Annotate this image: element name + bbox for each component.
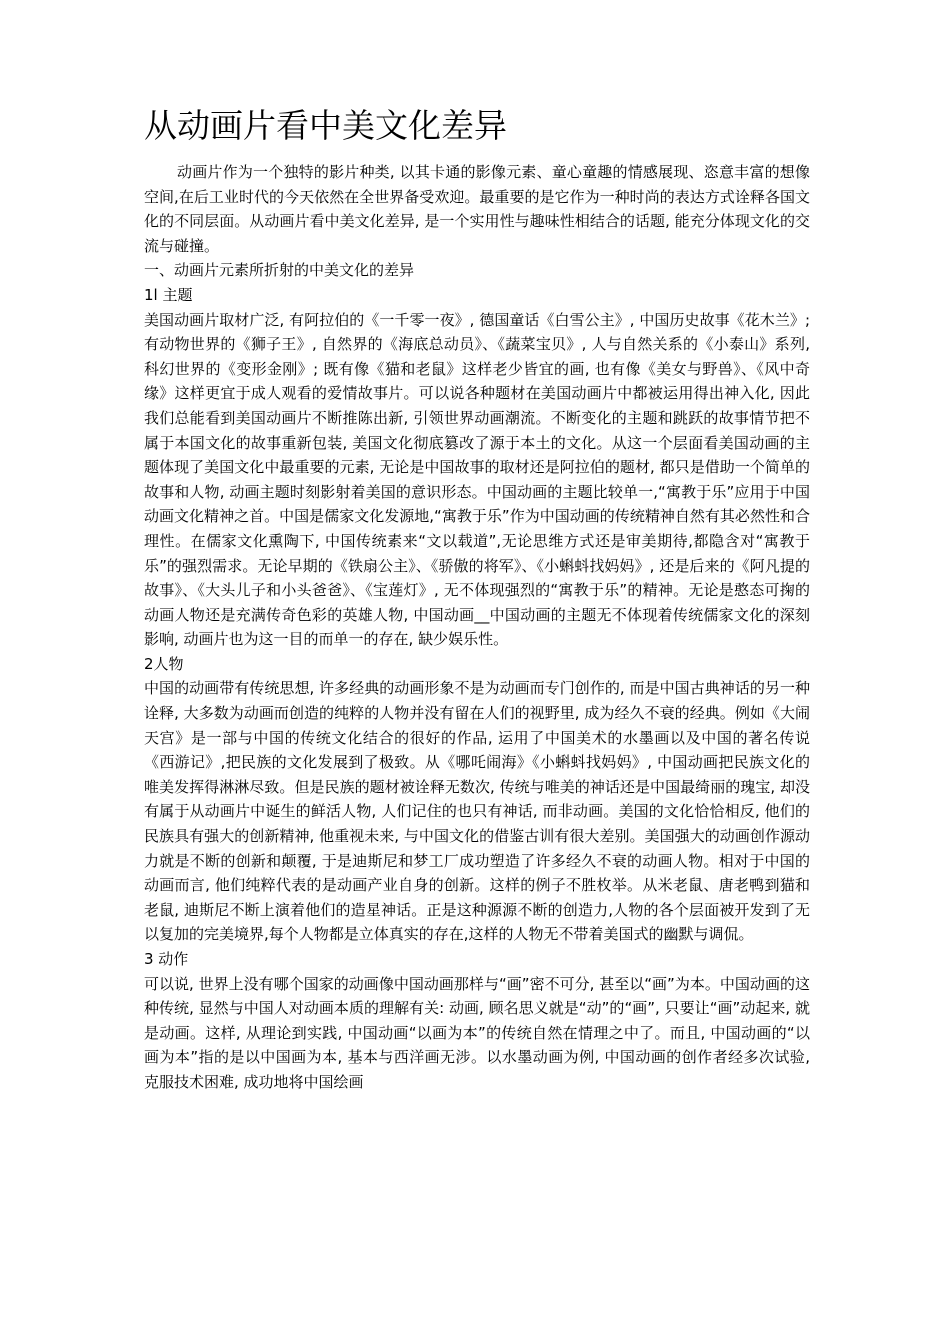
theme-paragraph: 美国动画片取材广泛, 有阿拉伯的《一千零一夜》, 德国童话《白雪公主》, 中国历史故事《花木兰》;有动物世界的《狮子王》, 自然界的《海底总动员》、《蔬菜宝贝》, 人与自然关系的《小泰山》系列, 科幻世界的《变形金刚》; 既有像《猫和老鼠》这样老少皆宜的画, 也有像《美女与野兽》、《风中奇缘》这样更宜于成人观看的爱情故事片。可以说各种题材在美国动画片中都被运用得出神入化, 因此我们总能看到美国动画片不断推陈出新, 引领世界动画潮流。不断变化的主题和跳跃的故事情节把不属于本国文化的故事重新包装, 美国文化彻底篡改了源于本土的文化。从这一个层面看美国动画的主题体现了美国文化中最重要的元素, 无论是中国故事的取材还是阿拉伯的题材, 都只是借助一个简单的故事和人物, 动画主题时刻影射着美国的意识形态。中国动画的主题比较单一,“寓教于乐”应用于中国动画文化精神之首。中国是儒家文化发源地,“寓教于乐”作为中国动画的传统精神自然有其必然性和合理性。在儒家文化熏陶下, 中国传统素来“文以载道”,无论思维方式还是审美期待,都隐含对“寓教于乐”的强烈需求。无论早期的《铁扇公主》、《骄傲的将军》、《小蝌蚪找妈妈》, 还是后来的《阿凡提的故事》、《大头儿子和小头爸爸》、《宝莲灯》, 无不体现强烈的“寓教于乐”的精神。无论是憨态可掬的动画人物还是充满传奇色彩的英雄人物, 中国动画__中国动画的主题无不体现着传统儒家文化的深刻影响, 动画片也为这一目的而单一的存在, 缺少娱乐性。 [144,310,810,649]
intro-paragraph: 动画片作为一个独特的影片种类, 以其卡通的影像元素、童心童趣的情感展现、恣意丰富的想像空间,在后工业时代的今天依然在全世界备受欢迎。最重要的是它作为一种时尚的表达方式诠释各国文化的不同层面。从动画片看中美文化差异, 是一个实用性与趣味性相结合的话题, 能充分体现文化的交流与碰撞。 [144,163,810,255]
subsection-heading-theme: 1l 主题 [144,285,193,304]
subsection-heading-characters: 2人物 [144,654,184,673]
action-paragraph: 可以说, 世界上没有哪个国家的动画像中国动画那样与“画”密不可分, 甚至以“画”为本。中国动画的这种传统, 显然与中国人对动画本质的理解有关: 动画, 顾名思义就是“动”的“画”, 只要让“画”动起来, 就是动画。这样, 从理论到实践, 中国动画“以画为本”的传统自然在情理之中了。而且, 中国动画的“以画为本”指的是以中国画为本, 基本与西洋画无涉。以水墨动画为例, 中国动画的创作者经多次试验, 克服技术困难, 成功地将中国绘画 [144,974,810,1091]
section-heading-1: 一、动画片元素所折射的中美文化的差异 [144,261,415,280]
document-page [144,100,810,1095]
characters-paragraph: 中国的动画带有传统思想, 许多经典的动画形象不是为动画而专门创作的, 而是中国古典神话的另一种诠释, 大多数为动画而创造的纯粹的人物并没有留在人们的视野里, 成为经久不衰的经典。例如《大闹天宫》是一部与中国的传统文化结合的很好的作品, 运用了中国美术的水墨画以及中国的著名传说《西游记》,把民族的文化发展到了极致。从《哪吒闹海》《小蝌蚪找妈妈》, 中国动画把民族文化的唯美发挥得淋淋尽致。但是民族的题材被诠释无数次, 传统与唯美的神话还是中国最绮丽的瑰宝, 却没有属于从动画片中诞生的鲜活人物, 人们记住的也只有神话, 而非动画。美国的文化恰恰相反, 他们的民族具有强大的创新精神, 他重视未来, 与中国文化的借鉴古训有很大差别。美国强大的动画创作源动力就是不断的创新和颠覆, 于是迪斯尼和梦工厂成功塑造了许多经久不衰的动画人物。相对于中国的动画而言, 他们纯粹代表的是动画产业自身的创新。这样的例子不胜枚举。从米老鼠、唐老鸭到猫和老鼠, 迪斯尼不断上演着他们的造星神话。正是这种源源不断的创造力,人物的各个层面被开发到了无以复加的完美境界,每个人物都是立体真实的存在,这样的人物无不带着美国式的幽默与调侃。 [144,679,810,944]
document-title: 从动画片看中美文化差异 [144,106,507,145]
subsection-heading-action: 3 动作 [144,950,189,968]
